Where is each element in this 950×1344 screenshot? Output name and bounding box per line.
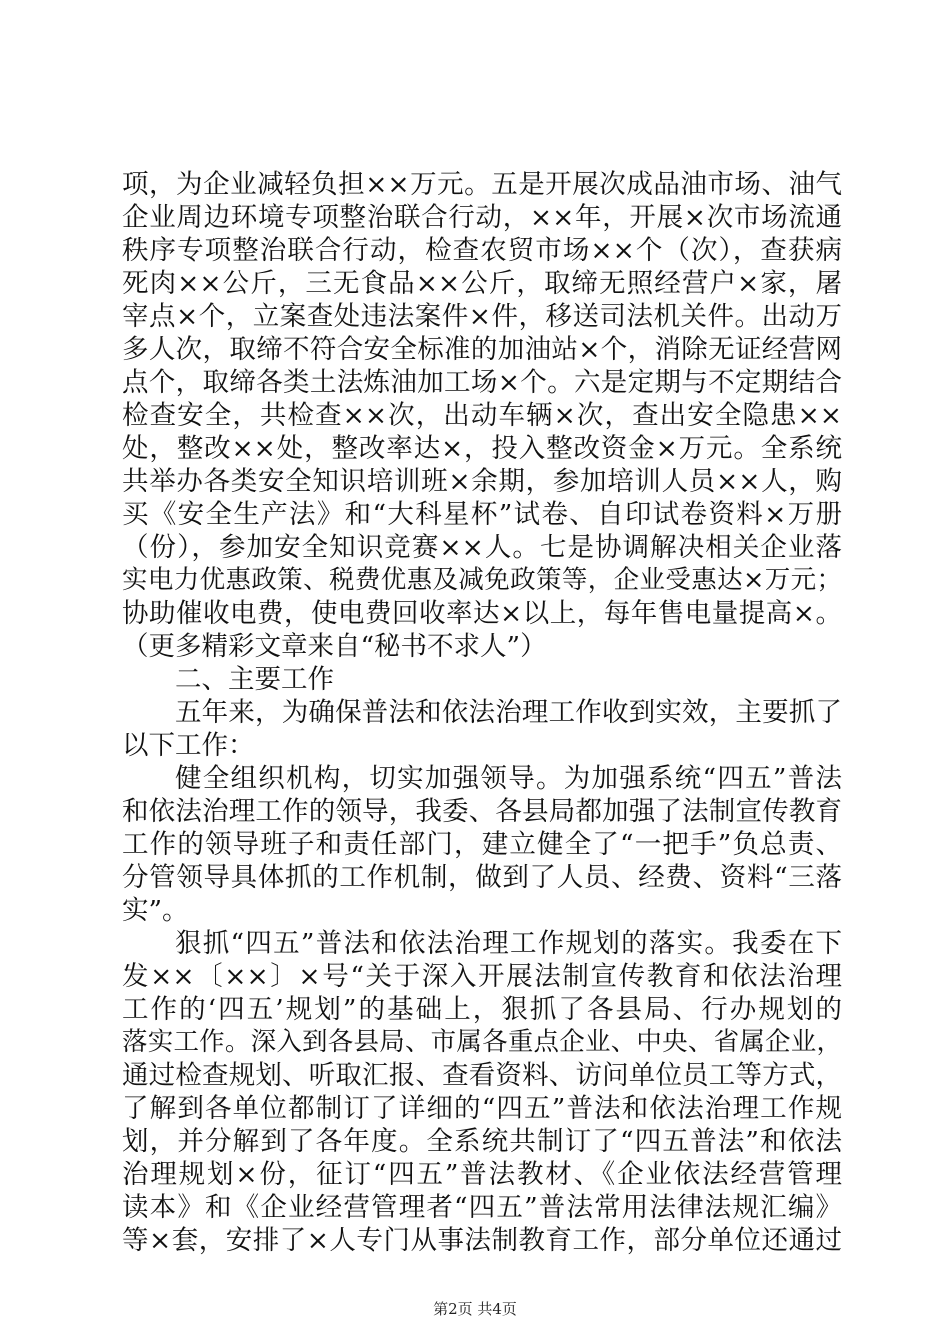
text-line: 宰点×个，立案查处违法案件×件，移送司法机关件。出动万 <box>122 301 842 332</box>
text-line: 发××〔××〕×号“关于深入开展法制宣传教育和依法治理 <box>122 961 842 992</box>
text-line: 五年来，为确保普法和依法治理工作收到实效，主要抓了 <box>175 697 842 728</box>
text-line: 协助催收电费，使电费回收率达×以上，每年售电量提高×。 <box>122 598 842 629</box>
text-line: 通过检查规划、听取汇报、查看资料、访问单位员工等方式， <box>122 1060 842 1091</box>
text-line: 划，并分解到了各年度。全系统共制订了“四五普法”和依法 <box>122 1126 842 1157</box>
text-line: 共举办各类安全知识培训班×余期，参加培训人员××人，购 <box>122 466 842 497</box>
text-line: 点个，取缔各类土法炼油加工场×个。六是定期与不定期结合 <box>122 367 842 398</box>
text-line: 和依法治理工作的领导，我委、各县局都加强了法制宣传教育 <box>122 796 842 827</box>
text-line: 项，为企业减轻负担××万元。五是开展次成品油市场、油气 <box>122 169 842 200</box>
text-line: 秩序专项整治联合行动，检查农贸市场××个（次），查获病 <box>122 235 842 266</box>
text-line: 健全组织机构，切实加强领导。为加强系统“四五”普法 <box>175 763 842 794</box>
text-line: 等×套，安排了×人专门从事法制教育工作，部分单位还通过 <box>122 1225 842 1256</box>
page-footer: 第2页 共4页 <box>433 1300 517 1318</box>
text-line: 实”。 <box>122 895 189 926</box>
text-line: 检查安全，共检查××次，出动车辆×次，查出安全隐患×× <box>122 400 842 431</box>
text-line: 狠抓“四五”普法和依法治理工作规划的落实。我委在下 <box>175 928 842 959</box>
text-line: 企业周边环境专项整治联合行动，××年，开展×次市场流通 <box>122 202 842 233</box>
text-line: 分管领导具体抓的工作机制，做到了人员、经费、资料“三落 <box>122 862 842 893</box>
text-line: 买《安全生产法》和“大科星杯”试卷、自印试卷资料×万册 <box>122 499 842 530</box>
text-line: 了解到各单位都制订了详细的“四五”普法和依法治理工作规 <box>122 1093 842 1124</box>
text-line: 治理规划×份，征订“四五”普法教材、《企业依法经营管理 <box>122 1159 842 1190</box>
text-line: 实电力优惠政策、税费优惠及减免政策等，企业受惠达×万元； <box>122 565 842 595</box>
text-line: 多人次，取缔不符合安全标准的加油站×个，消除无证经营网 <box>122 334 842 365</box>
text-line: 工作的‘四五’规划”的基础上，狠抓了各县局、行办规划的 <box>122 994 842 1025</box>
document-body <box>122 168 842 1257</box>
text-line: （更多精彩文章来自“秘书不求人”） <box>122 631 547 662</box>
text-line: 落实工作。深入到各县局、市属各重点企业、中央、省属企业， <box>122 1027 842 1057</box>
text-line: 处，整改××处，整改率达×，投入整改资金×万元。全系统 <box>122 433 842 464</box>
text-line: 读本》和《企业经营管理者“四五”普法常用法律法规汇编》 <box>122 1192 842 1223</box>
text-line: 二、主要工作 <box>175 664 334 695</box>
text-line: （份），参加安全知识竞赛××人。七是协调解决相关企业落 <box>122 532 842 563</box>
text-line: 以下工作： <box>122 730 255 761</box>
text-line: 死肉××公斤，三无食品××公斤，取缔无照经营户×家，屠 <box>122 268 842 299</box>
text-line: 工作的领导班子和责任部门，建立健全了“一把手”负总责、 <box>122 829 842 860</box>
